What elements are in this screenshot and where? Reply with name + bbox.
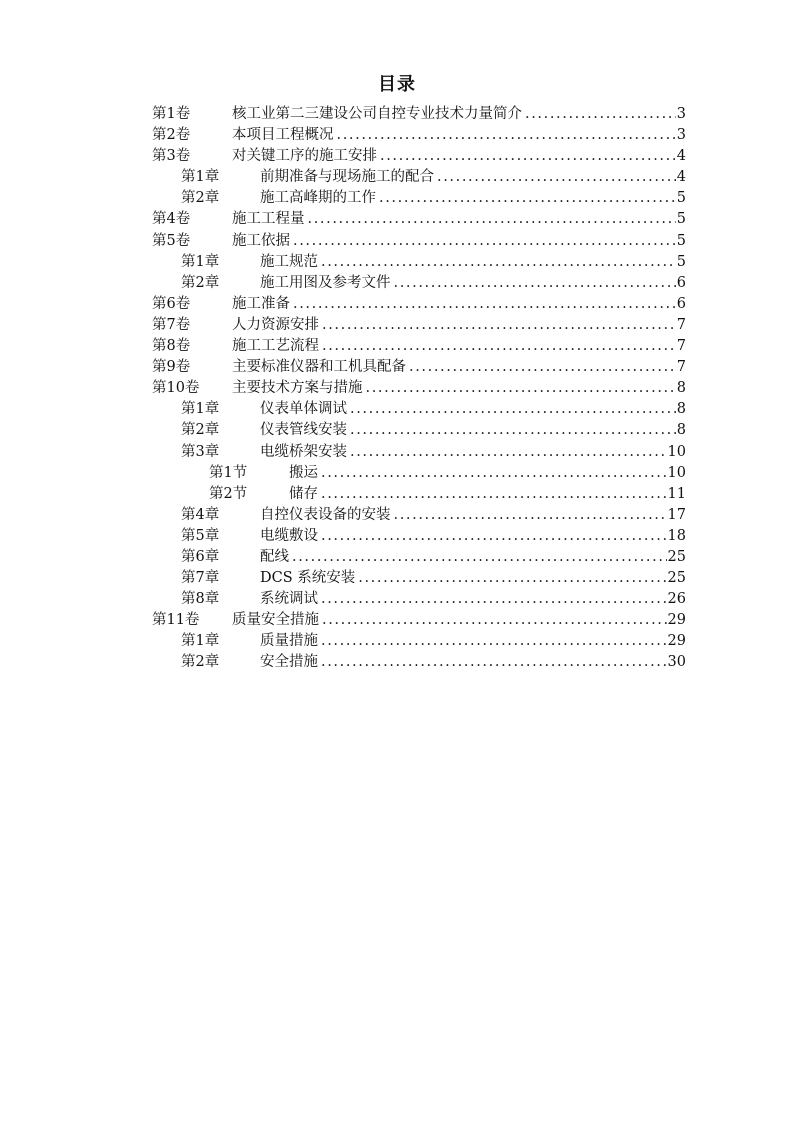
toc-dot-leader bbox=[308, 209, 676, 230]
toc-entry-number: 第2章 bbox=[181, 274, 220, 291]
toc-entry-title: 核工业第二三建设公司自控专业技术力量简介 bbox=[232, 106, 522, 122]
toc-entry-page-number: 7 bbox=[676, 316, 686, 333]
toc-dot-leader bbox=[350, 420, 676, 441]
toc-entry-line bbox=[289, 484, 686, 505]
toc-dot-leader bbox=[321, 484, 667, 505]
toc-entry[interactable] bbox=[152, 209, 686, 230]
toc-entry-title: 主要标准仪器和工机具配备 bbox=[232, 359, 406, 376]
toc-entry-line bbox=[232, 104, 686, 125]
toc-entry-title: 安全措施 bbox=[260, 654, 318, 671]
toc-dot-leader bbox=[394, 505, 667, 526]
toc-entry-line bbox=[260, 273, 686, 294]
toc-dot-leader bbox=[358, 568, 666, 589]
toc-entry-number: 第9卷 bbox=[152, 359, 191, 376]
toc-entry[interactable] bbox=[152, 589, 686, 610]
toc-dot-leader bbox=[350, 442, 667, 463]
toc-entry-line bbox=[232, 315, 686, 336]
toc-entry-page-number: 8 bbox=[676, 422, 686, 439]
toc-entry-number: 第7卷 bbox=[152, 316, 191, 333]
toc-entry-title: 施工工程量 bbox=[232, 211, 305, 228]
toc-dot-leader bbox=[394, 273, 676, 294]
toc-entry-number: 第2章 bbox=[181, 654, 220, 671]
toc-entry-page-number: 3 bbox=[676, 127, 686, 144]
toc-entry-title: 施工规范 bbox=[260, 253, 318, 270]
toc-dot-leader bbox=[321, 631, 667, 652]
toc-entry-title: 施工工艺流程 bbox=[232, 338, 319, 355]
toc-entry-page-number: 4 bbox=[676, 148, 686, 165]
toc-dot-leader bbox=[321, 652, 667, 673]
toc-entry-title: 施工用图及参考文件 bbox=[260, 274, 391, 291]
toc-entry-title: 搬运 bbox=[289, 464, 318, 481]
toc-entry-number: 第8卷 bbox=[152, 338, 191, 355]
toc-entry-line bbox=[232, 336, 686, 357]
toc-dot-leader bbox=[379, 188, 676, 209]
toc-entry-line bbox=[260, 631, 686, 652]
toc-dot-leader bbox=[409, 357, 676, 378]
toc-dot-leader bbox=[321, 526, 667, 547]
toc-entry-line bbox=[260, 652, 686, 673]
toc-entry-number: 第1章 bbox=[181, 253, 220, 270]
toc-entry-page-number: 6 bbox=[676, 274, 686, 291]
toc-entry[interactable] bbox=[152, 336, 686, 357]
toc-entry[interactable] bbox=[152, 125, 686, 146]
toc-dot-leader bbox=[293, 231, 676, 252]
toc-entry-number: 第2节 bbox=[209, 485, 248, 502]
toc-entry-page-number: 10 bbox=[667, 443, 686, 460]
toc-entry-line bbox=[260, 252, 686, 273]
toc-entry-line bbox=[260, 568, 686, 589]
toc-entry-title: 电缆桥架安装 bbox=[260, 443, 347, 460]
toc-entry-number: 第3章 bbox=[181, 443, 220, 460]
toc-entry-page-number: 29 bbox=[667, 633, 686, 650]
toc-entry-page-number: 25 bbox=[667, 570, 686, 587]
toc-entry-number: 第6卷 bbox=[152, 295, 191, 312]
toc-entry-number: 第1章 bbox=[181, 633, 220, 650]
toc-entry-number: 第2章 bbox=[181, 190, 220, 207]
toc-entry[interactable] bbox=[152, 294, 686, 315]
toc-dot-leader bbox=[292, 547, 667, 568]
toc-entry[interactable] bbox=[152, 252, 686, 273]
toc-entry-line bbox=[260, 589, 686, 610]
toc-entry-page-number: 8 bbox=[676, 401, 686, 418]
toc-entry-number: 第2章 bbox=[181, 422, 220, 439]
toc-entry-line bbox=[260, 188, 686, 209]
toc-dot-leader bbox=[380, 146, 676, 167]
toc-entry-title: 施工依据 bbox=[232, 232, 290, 249]
toc-dot-leader bbox=[437, 167, 676, 188]
toc-dot-leader bbox=[525, 104, 676, 125]
toc-entry-title: 仪表管线安装 bbox=[260, 422, 347, 439]
toc-entry[interactable] bbox=[152, 315, 686, 336]
toc-entry-number: 第6章 bbox=[181, 548, 220, 565]
toc-entry[interactable] bbox=[152, 188, 686, 209]
toc-entry-number: 第3卷 bbox=[152, 148, 191, 165]
toc-entry-title: 系统调试 bbox=[260, 591, 318, 608]
toc-entry-title: 主要技术方案与措施 bbox=[232, 380, 363, 397]
table-of-contents bbox=[152, 104, 686, 674]
toc-entry-line bbox=[289, 463, 686, 484]
toc-entry-page-number: 5 bbox=[676, 211, 686, 228]
toc-entry[interactable] bbox=[152, 568, 686, 589]
toc-dot-leader bbox=[322, 315, 676, 336]
toc-entry-line bbox=[260, 526, 686, 547]
toc-entry-page-number: 7 bbox=[676, 338, 686, 355]
toc-entry-line bbox=[260, 167, 686, 188]
toc-entry-page-number: 7 bbox=[676, 359, 686, 376]
toc-dot-leader bbox=[350, 399, 676, 420]
toc-dot-leader bbox=[366, 378, 676, 399]
toc-entry-line bbox=[260, 420, 686, 441]
toc-dot-leader bbox=[322, 610, 667, 631]
toc-entry-line bbox=[232, 231, 686, 252]
toc-entry[interactable] bbox=[152, 104, 686, 125]
toc-entry[interactable] bbox=[152, 526, 686, 547]
toc-entry-title: 对关键工序的施工安排 bbox=[232, 148, 377, 165]
toc-entry-line bbox=[260, 442, 686, 463]
toc-dot-leader bbox=[337, 125, 676, 146]
toc-entry[interactable] bbox=[152, 231, 686, 252]
toc-entry-page-number: 10 bbox=[667, 464, 686, 481]
toc-entry-line bbox=[232, 294, 686, 315]
toc-entry-line bbox=[260, 505, 686, 526]
toc-entry[interactable] bbox=[152, 357, 686, 378]
toc-dot-leader bbox=[321, 589, 667, 610]
toc-entry-page-number: 30 bbox=[667, 654, 686, 671]
toc-entry[interactable] bbox=[152, 442, 686, 463]
toc-entry-page-number: 3 bbox=[676, 106, 686, 122]
toc-entry-page-number: 5 bbox=[676, 190, 686, 207]
toc-entry-line bbox=[232, 357, 686, 378]
toc-dot-leader bbox=[322, 336, 676, 357]
toc-entry-title: 施工高峰期的工作 bbox=[260, 190, 376, 207]
toc-entry-title: 本项目工程概况 bbox=[232, 127, 334, 144]
toc-entry-title: 电缆敷设 bbox=[260, 527, 318, 544]
toc-entry[interactable] bbox=[152, 146, 686, 167]
toc-entry-number: 第8章 bbox=[181, 591, 220, 608]
toc-entry[interactable] bbox=[152, 652, 686, 673]
toc-entry[interactable] bbox=[152, 273, 686, 294]
toc-entry-number: 第11卷 bbox=[152, 612, 200, 629]
toc-entry-title: 施工准备 bbox=[232, 295, 290, 312]
toc-entry-number: 第1章 bbox=[181, 401, 220, 418]
toc-entry-page-number: 29 bbox=[667, 612, 686, 629]
toc-entry-number: 第5章 bbox=[181, 527, 220, 544]
toc-entry-page-number: 11 bbox=[667, 485, 686, 502]
toc-entry-page-number: 5 bbox=[676, 253, 686, 270]
toc-entry-page-number: 25 bbox=[667, 548, 686, 565]
toc-entry-title: 储存 bbox=[289, 485, 318, 502]
toc-entry-number: 第2卷 bbox=[152, 127, 191, 144]
toc-entry[interactable] bbox=[152, 378, 686, 399]
toc-entry[interactable] bbox=[152, 505, 686, 526]
toc-entry-title: 前期准备与现场施工的配合 bbox=[260, 169, 434, 186]
toc-entry-line bbox=[260, 399, 686, 420]
toc-entry-line bbox=[232, 610, 686, 631]
toc-entry-number: 第1节 bbox=[209, 464, 248, 481]
toc-entry-title: 质量措施 bbox=[260, 633, 318, 650]
toc-entry-page-number: 17 bbox=[667, 506, 686, 523]
toc-entry-title: 配线 bbox=[260, 548, 289, 565]
toc-entry-page-number: 4 bbox=[676, 169, 686, 186]
toc-entry-line bbox=[232, 209, 686, 230]
toc-entry[interactable] bbox=[152, 420, 686, 441]
toc-entry-number: 第10卷 bbox=[152, 380, 200, 397]
toc-dot-leader bbox=[321, 463, 667, 484]
toc-entry-number: 第7章 bbox=[181, 570, 220, 587]
toc-entry-page-number: 26 bbox=[667, 591, 686, 608]
toc-entry[interactable] bbox=[152, 167, 686, 188]
toc-entry-number: 第1章 bbox=[181, 169, 220, 186]
toc-entry[interactable] bbox=[152, 610, 686, 631]
toc-entry[interactable] bbox=[152, 547, 686, 568]
toc-entry-number: 第4章 bbox=[181, 506, 220, 523]
toc-entry-line bbox=[260, 547, 686, 568]
toc-entry-number: 第5卷 bbox=[152, 232, 191, 249]
toc-dot-leader bbox=[321, 252, 676, 273]
toc-entry[interactable] bbox=[152, 399, 686, 420]
toc-entry-number: 第1卷 bbox=[152, 106, 191, 122]
toc-entry-line bbox=[232, 125, 686, 146]
toc-entry-page-number: 8 bbox=[676, 380, 686, 397]
toc-entry-title: 仪表单体调试 bbox=[260, 401, 347, 418]
toc-dot-leader bbox=[293, 294, 676, 315]
toc-entry-title: 自控仪表设备的安装 bbox=[260, 506, 391, 523]
toc-entry[interactable] bbox=[152, 484, 686, 505]
toc-entry-line bbox=[232, 146, 686, 167]
toc-entry-title: 人力资源安排 bbox=[232, 316, 319, 333]
toc-entry-page-number: 18 bbox=[667, 527, 686, 544]
toc-entry-number: 第4卷 bbox=[152, 211, 191, 228]
toc-entry-title: 质量安全措施 bbox=[232, 612, 319, 629]
toc-entry-title: DCS 系统安装 bbox=[260, 570, 356, 587]
toc-title: 目录 bbox=[378, 74, 416, 95]
toc-entry[interactable] bbox=[152, 463, 686, 484]
toc-entry-page-number: 5 bbox=[676, 232, 686, 249]
toc-entry[interactable] bbox=[152, 631, 686, 652]
toc-entry-page-number: 6 bbox=[676, 295, 686, 312]
toc-entry-line bbox=[232, 378, 686, 399]
